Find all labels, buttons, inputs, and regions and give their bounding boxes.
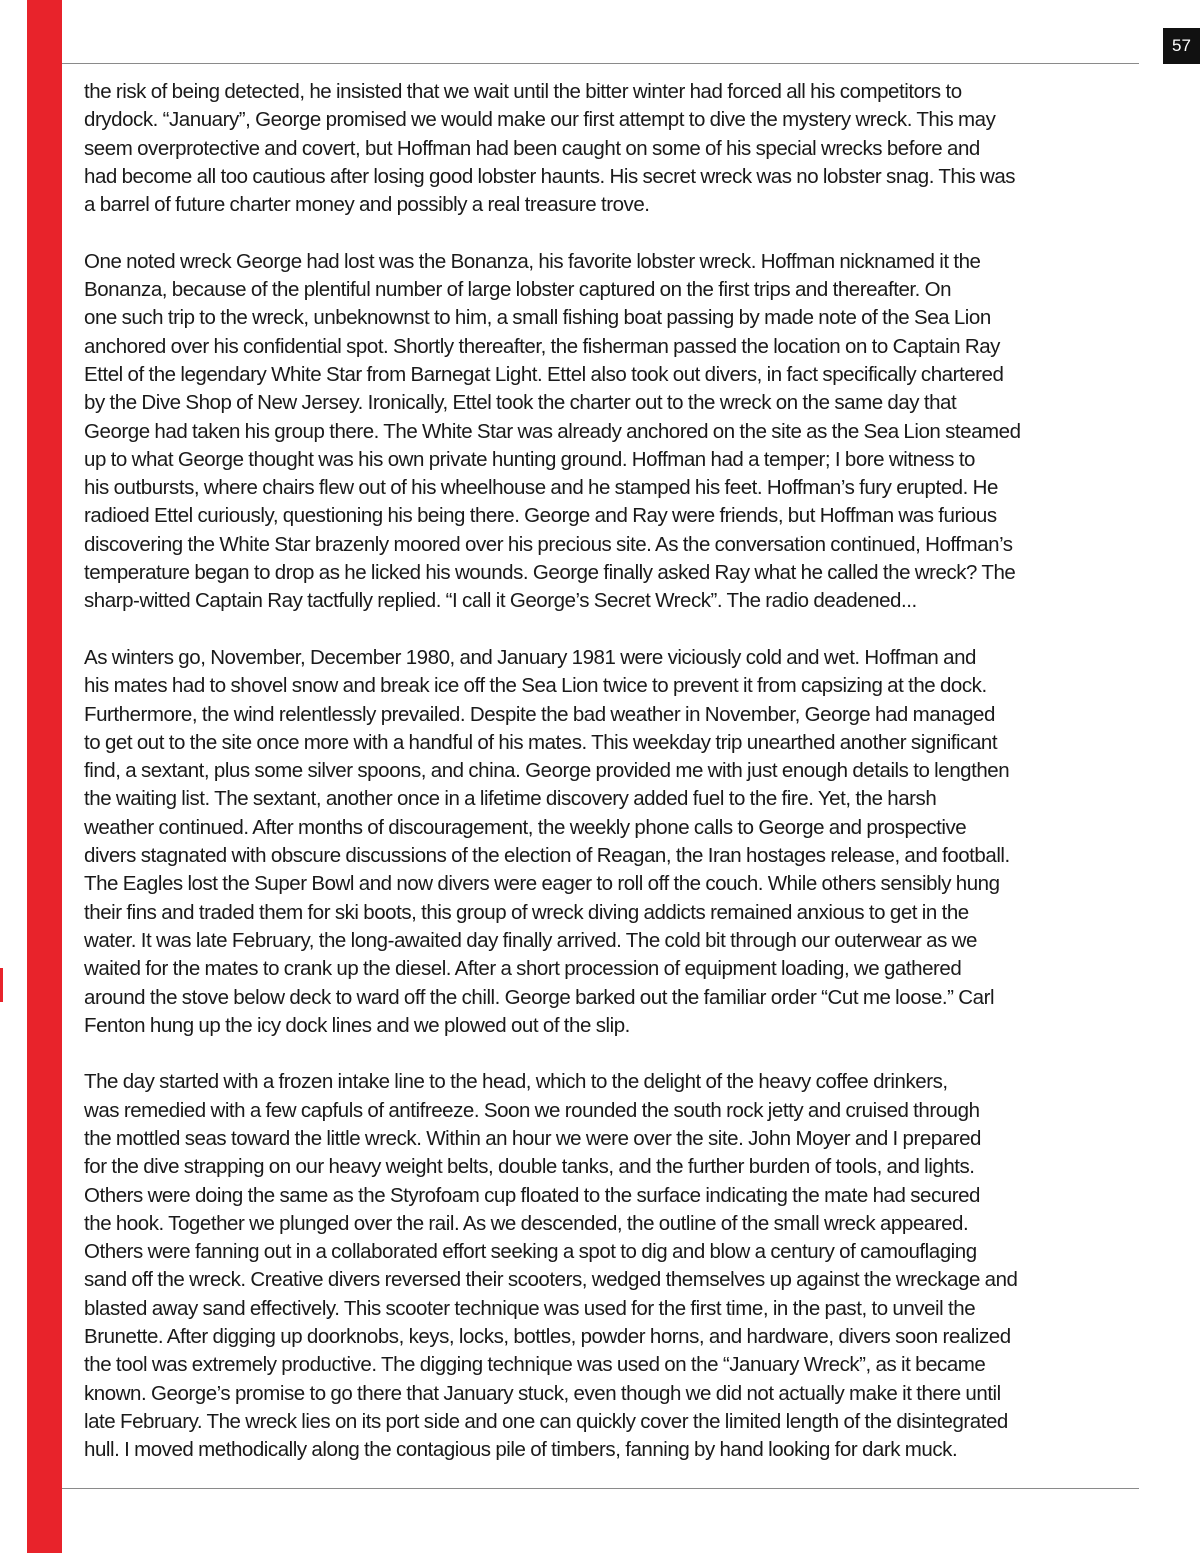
text-line: a barrel of future charter money and possibly a real treasure trove. [84, 193, 650, 217]
text-line: sharp-witted Captain Ray tactfully replied. “I call it George’s Secret Wreck”. The radio deadened... [84, 589, 917, 613]
text-line: was remedied with a few capfuls of antifreeze. Soon we rounded the south rock jetty and cruised through [84, 1098, 980, 1122]
text-line: As winters go, November, December 1980, and January 1981 were viciously cold and wet. Hoffman and [84, 645, 976, 669]
paragraph [84, 78, 1142, 219]
text-line: late February. The wreck lies on its port side and one can quickly cover the limited length of the disintegrated [84, 1409, 1008, 1433]
left-accent-bar [27, 0, 62, 1553]
text-line: find, a sextant, plus some silver spoons, and china. George provided me with just enough details to lengthen [84, 759, 1010, 783]
text-line: radioed Ettel curiously, questioning his being there. George and Ray were friends, but Hoffman was furious [84, 504, 997, 528]
text-line: the risk of being detected, he insisted that we wait until the bitter winter had forced all his competitors to [84, 80, 962, 103]
text-line: divers stagnated with obscure discussions of the election of Reagan, the Iran hostages release, and football. [84, 844, 1010, 868]
text-line: Furthermore, the wind relentlessly prevailed. Despite the bad weather in November, George had managed [84, 702, 995, 726]
text-line: Ettel of the legendary White Star from Barnegat Light. Ettel also took out divers, in fact specifically chartered [84, 362, 1004, 386]
text-line: by the Dive Shop of New Jersey. Ironically, Ettel took the charter out to the wreck on the same day that [84, 391, 957, 415]
text-line: Bonanza, because of the plentiful number of large lobster captured on the first trips and thereafter. On [84, 278, 952, 302]
text-line: blasted away sand effectively. This scooter technique was used for the first time, in the past, to unveil the [84, 1296, 976, 1320]
text-line: Others were fanning out in a collaborated effort seeking a spot to dig and blow a century of camouflaging [84, 1240, 977, 1264]
text-line: anchored over his confidential spot. Shortly thereafter, the fisherman passed the location on to Captain Ray [84, 334, 1000, 358]
top-rule [62, 63, 1139, 64]
text-line: up to what George thought was his own private hunting ground. Hoffman had a temper; I bore witness to [84, 447, 976, 471]
text-line: water. It was late February, the long-awaited day finally arrived. The cold bit through our outerwear as we [84, 928, 977, 952]
text-line: seem overprotective and covert, but Hoffman had been caught on some of his special wrecks before and [84, 136, 980, 160]
text-line: one such trip to the wreck, unbeknownst to him, a small fishing boat passing by made note of the Sea Lion [84, 306, 991, 330]
text-line: around the stove below deck to ward off the chill. George barked out the familiar order “Cut me loose.” Carl [84, 985, 995, 1009]
edge-accent-mark [0, 968, 3, 1002]
text-line: had become all too cautious after losing good lobster haunts. His secret wreck was no lobster snag. This was [84, 164, 1016, 188]
text-line: to get out to the site once more with a handful of his mates. This weekday trip unearthed another significant [84, 730, 998, 754]
text-line: his outbursts, where chairs flew out of his wheelhouse and he stamped his feet. Hoffman’s fury erupted. He [84, 476, 998, 500]
text-line: weather continued. After months of discouragement, the weekly phone calls to George and prospective [84, 815, 967, 839]
text-line: One noted wreck George had lost was the Bonanza, his favorite lobster wreck. Hoffman nicknamed it the [84, 249, 981, 273]
text-line: their fins and traded them for ski boots, this group of wreck diving addicts remained anxious to get in the [84, 900, 969, 924]
paragraph [84, 1068, 1142, 1464]
paragraph [84, 644, 1142, 1040]
text-line: waited for the mates to crank up the diesel. After a short procession of equipment loading, we gathered [84, 957, 962, 981]
text-line: The Eagles lost the Super Bowl and now divers were eager to roll off the couch. While others sensibly hung [84, 872, 1000, 896]
text-line: Brunette. After digging up doorknobs, keys, locks, bottles, powder horns, and hardware, divers soon realized [84, 1325, 1011, 1349]
text-line: temperature began to drop as he licked his wounds. George finally asked Ray what he called the wreck? The [84, 561, 1016, 585]
text-line: sand off the wreck. Creative divers reversed their scooters, wedged themselves up against the wreckage and [84, 1268, 1018, 1292]
text-line: drydock. “January”, George promised we would make our first attempt to dive the mystery wreck. This may [84, 108, 996, 132]
text-line: the tool was extremely productive. The digging technique was used on the “January Wreck”, as it became [84, 1353, 986, 1377]
text-line: known. George’s promise to go there that January stuck, even though we did not actually make it there until [84, 1381, 1001, 1405]
text-line: the hook. Together we plunged over the rail. As we descended, the outline of the small wreck appeared. [84, 1211, 969, 1235]
text-line: hull. I moved methodically along the contagious pile of timbers, fanning by hand looking for dark muck. [84, 1438, 958, 1462]
text-line: the mottled seas toward the little wreck. Within an hour we were over the site. John Moyer and I prepared [84, 1126, 981, 1150]
article-body [84, 78, 1142, 1493]
text-line: The day started with a frozen intake line to the head, which to the delight of the heavy coffee drinkers, [84, 1070, 948, 1094]
text-line: the waiting list. The sextant, another once in a lifetime discovery added fuel to the fire. Yet, the harsh [84, 787, 937, 811]
text-line: George had taken his group there. The White Star was already anchored on the site as the Sea Lion steamed [84, 419, 1021, 443]
bottom-rule [62, 1488, 1139, 1489]
text-line: Others were doing the same as the Styrofoam cup floated to the surface indicating the mate had secured [84, 1183, 980, 1207]
text-line: his mates had to shovel snow and break ice off the Sea Lion twice to prevent it from capsizing at the dock. [84, 674, 987, 698]
text-line: Fenton hung up the icy dock lines and we plowed out of the slip. [84, 1013, 630, 1037]
text-line: discovering the White Star brazenly moored over his precious site. As the conversation continued, Hoffman’s [84, 532, 1013, 556]
text-line: for the dive strapping on our heavy weight belts, double tanks, and the further burden of tools, and lights. [84, 1155, 975, 1179]
paragraph [84, 248, 1142, 616]
page-number: 57 [1163, 28, 1200, 64]
